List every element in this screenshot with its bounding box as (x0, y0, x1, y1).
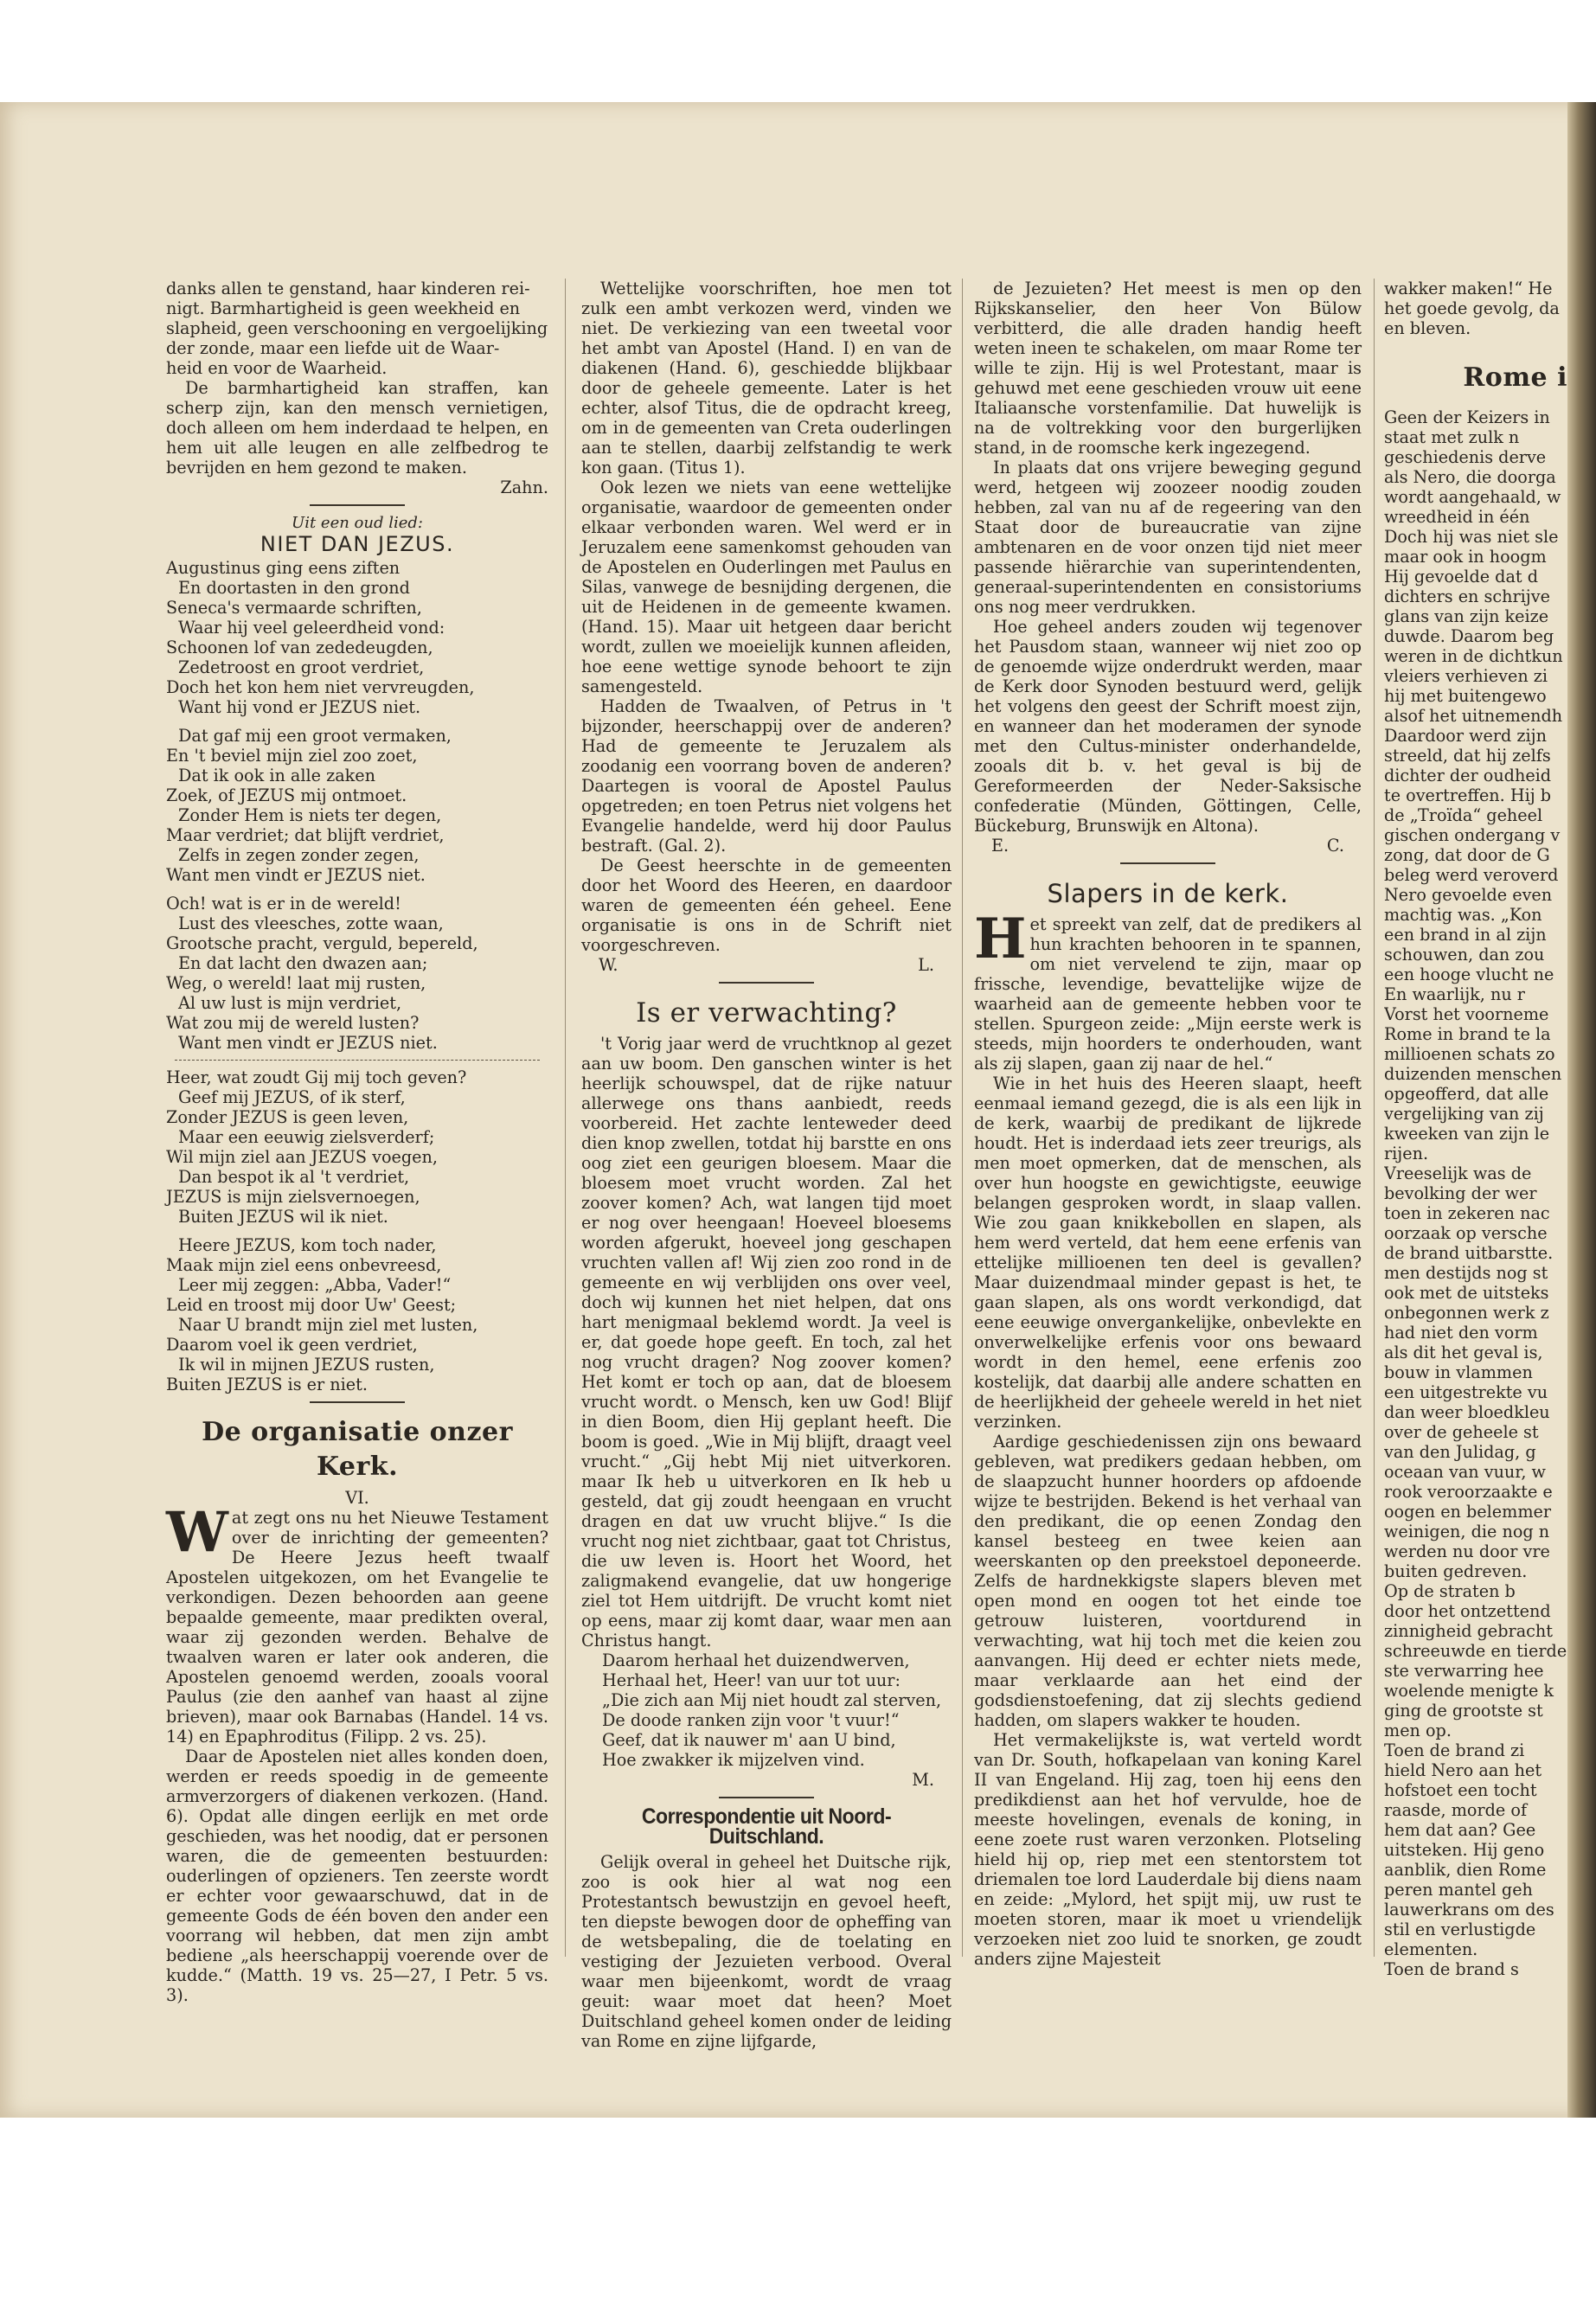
column-4 (1384, 279, 1567, 1979)
text-line: maar ook in hoogm (1384, 547, 1547, 567)
text-line: dichter der oudheid (1384, 766, 1552, 785)
text-line: weren in de dichtkun (1384, 646, 1563, 666)
text-line: machtig was. „Kon (1384, 905, 1542, 925)
text-line: wordt aangehaald, w (1384, 487, 1561, 507)
poem-line: Grootsche pracht, verguld, bepereld, (166, 933, 478, 953)
text-line: kweeken van zijn le (1384, 1124, 1550, 1144)
text-line: Daardoor werd zijn (1384, 726, 1547, 746)
text-line: millioenen schats zo (1384, 1044, 1555, 1064)
text-line: Toen de brand s (1384, 1959, 1519, 1979)
column-2 (581, 279, 952, 2051)
text-line: opgeofferd, dat alle (1384, 1084, 1549, 1104)
separator (719, 1797, 814, 1798)
article-signature (974, 836, 1362, 856)
article-title-correspondentie: Correspondentie uit Noord-Duitschland. (641, 1804, 892, 1849)
column-rule (565, 279, 566, 1957)
poem-line: Zelfs in zegen zonder zegen, (178, 845, 420, 865)
poem-line: Wat zou mij de wereld lusten? (166, 1013, 420, 1033)
poem-line: Zonder Hem is niets ter degen, (178, 805, 442, 825)
signature-right: C. (1326, 836, 1344, 856)
text-line: raasde, morde of (1384, 1800, 1528, 1820)
article-text: Wie in het huis des Heeren slaapt, heeft eenmaal iemand gezegd, die is als een lijk in de kerk, waarbij de predikant de lijkrede houdt. Het is inderdaad iets zeer treurigs, als men moet opmerken, dat de menschen, als over hun hoogste en gewichtigste, eeuwige belangen gesproken wordt, in slaap vallen. Wie zou gaan knikkebollen en slapen, als hem werd verteld, dat hem eene erfenis van ettelijke millioenen ten deel is gevallen? Maar duizendmaal minder gepast is het, te gaan slapen, als ons wordt verkondigd, dat eene eeuwige onvergankelijke, onbevlekte en onverwelkelijke erfenis voor ons bewaard wordt in den hemel, eene erfenis zoo kostelijk, dat daarbij alle andere schatten en de heerlijkheid der geheele wereld in het niet verzinken. (974, 1074, 1362, 1432)
text-line: geschiedenis derve (1384, 447, 1547, 467)
poem-line: Buiten JEZUS is er niet. (166, 1375, 368, 1394)
intro-text (166, 279, 548, 378)
text-line: wakker maken!“ He (1384, 279, 1553, 298)
text-line: alsof het uitnemendh (1384, 706, 1563, 726)
verse-line: „Die zich aan Mij niet houdt zal sterven, (602, 1690, 942, 1710)
separator (310, 504, 405, 506)
text-line: dichters en schrijve (1384, 586, 1550, 606)
text-line: hofstoet een tocht (1384, 1780, 1537, 1800)
text-line: had niet den vorm (1384, 1323, 1538, 1343)
text-line: Doch hij was niet sle (1384, 527, 1559, 547)
text-line: de „Troïda“ geheel (1384, 805, 1543, 825)
poem-continued (166, 1067, 548, 1394)
text-line: rijen. (1384, 1144, 1429, 1163)
intro-line: nigt. Barmhartigheid is geen weekheid en (166, 298, 521, 318)
column-1 (166, 279, 548, 2005)
poem-line: Geef mij JEZUS, of ik sterf, (178, 1087, 406, 1107)
poem-line: Want men vindt er JEZUS niet. (178, 1033, 438, 1053)
poem-line: Augustinus ging eens ziften (166, 558, 401, 578)
poem-line: Want men vindt er JEZUS niet. (166, 865, 426, 885)
poem-line: Al uw lust is mijn verdriet, (178, 993, 402, 1013)
text-line: beleg werd veroverd (1384, 865, 1559, 885)
article-text: et spreekt van zelf, dat de predikers al hun krachten behooren in te spannen, om niet vervelend te zijn, maar op frissche, levendige, bevattelijke wijze de waarheid aan de gemeente hebben voor te stellen. Spurgeon zeide: „Mijn eerste werk is steeds, mijn hoorders te onderhouden, want als zij slapen, gaan zij naar de hel.“ (974, 914, 1362, 1074)
text-line: de brand uitbarstte. (1384, 1243, 1554, 1263)
text-line: als Nero, die doorga (1384, 467, 1556, 487)
poem-line: Want hij vond er JEZUS niet. (178, 697, 421, 717)
poem-line: Zedetroost en groot verdriet, (178, 657, 425, 677)
text-line: bouw in vlammen (1384, 1362, 1533, 1382)
column-rule (962, 279, 963, 1957)
text-line: streeld, dat hij zelfs (1384, 746, 1551, 766)
article-text: Hoe geheel anders zouden wij tegenover het Pausdom staan, wanneer wij niet zoo op de genoemde wijze onderdrukt werden, maar de Kerk door Synoden bestuurd werd, gelijk het volgens den geest der Schrift moest zijn, en wanneer dan het moderamen der synode met den Cultus-minister onderhandelde, zooals dit b. v. het geval is bij de Gereformeerden der Neder-Saksische confederatie (Münden, Göttingen, Celle, Bückeburg, Brunswijk en Altona). (974, 617, 1362, 836)
text-line: weinigen, die nog n (1384, 1522, 1550, 1541)
text-line: peren mantel geh (1384, 1880, 1533, 1900)
poem-line: Maar verdriet; dat blijft verdriet, (166, 825, 445, 845)
signature-left: E. (991, 836, 1010, 856)
article-text: 't Vorig jaar werd de vruchtknop al gezet aan uw boom. Den ganschen winter is het heerlijk schouwspel, dat de rijke natuur allerwege ons thans aanbiedt, reeds voorbereid. Het zachte lenteweder deed dien knop zwellen, totdat hij barstte en ons oog ziet een geurigen bloesem. Maar die bloesem moet vrucht worden. Zal het zoover komen? Ach, wat langen tijd moet er nog over heengaan! Hoeveel bloesems worden afgerukt, hoeveel jong geschapen vruchten vallen af! Wij zien zoo rond in de gemeente en wij verblijden ons over veel, doch wij kunnen het niet helpen, dat ons hart menigmaal beklemd wordt. Ja veel is er, dat goede hope geeft. En toch, zal het nog vrucht dragen? Nog zoover komen? Het komt er toch op aan, dat de bloesem vrucht wordt. o Mensch, ken uw God! Blijf in dien Boom, dien Hij geplant heeft. Die boom is goed. „Wie in Mij blijft, draagt veel vrucht.“ „Gij hebt Mij niet uitverkoren. maar Ik heb u uitverkoren en Ik heb u gesteld, dat gij zoudt heengaan en vrucht dragen en dat uw vrucht blijve.“ Is die vrucht nog niet zichtbaar, gaat tot Christus, die uw leven is. Hoort het Woord, het zaligmakend evangelie, dat uw hongerige ziel tot Hem uitdrijft. De vrucht komt niet op eens, maar zij komt daar, waar men aan Christus hangt. (581, 1034, 952, 1650)
text-line: wreedheid in één (1384, 507, 1530, 527)
text-line: werden nu door vre (1384, 1541, 1550, 1561)
text-line: ging de grootste st (1384, 1701, 1543, 1721)
article-text: Het vermakelijkste is, wat verteld wordt van Dr. South, hofkapelaan van koning Karel II van Engeland. Hij zag, toen hij eens den predikdienst aan het hof vervulde, hoe de meeste hovelingen, evenals de koning, in eene zoete rust waren verzonken. Plotseling hield hij op, riep met een stentorstem tot driemalen toe lord Lauderdale bij diens naam en zeide: „Mylord, het spijt mij, uw rust te moeten storen, maar ik moet u vriendelijk verzoeken niet zoo luid te snorken, ge zoudt anders zijne Majesteit (974, 1730, 1362, 1969)
text-line: vergelijking van zij (1384, 1104, 1544, 1124)
article-text: Wettelijke voorschriften, hoe men tot zulk een ambt verkozen werd, vinden we niet. De verkiezing van een tweetal voor het ambt van Apostel (Hand. I) en van de diakenen (Hand. 6), geschiedde blijkbaar door de geheele gemeente. Later is het echter, alsof Titus, die de opdracht kreeg, om in de gemeenten van Creta ouderlingen aan te stellen, daarbij zelfstandig te werk kon gaan. (Titus 1). (581, 279, 952, 478)
text-line: gischen ondergang v (1384, 825, 1561, 845)
text-line: elementen. (1384, 1939, 1478, 1959)
intro-line: der zonde, maar een liefde uit de Waar- (166, 338, 500, 358)
poem-line: Naar U brandt mijn ziel met lusten, (178, 1315, 478, 1335)
poem-line: Leid en troost mij door Uw' Geest; (166, 1295, 457, 1315)
column-rule (1374, 279, 1375, 1957)
binding-edge (1567, 102, 1596, 2118)
column-3 (974, 279, 1362, 1969)
poem-line (166, 717, 548, 726)
verse-signature: M. (912, 1770, 934, 1790)
verse-line: Herhaal het, Heer! van uur tot uur: (602, 1670, 901, 1690)
text-line: als dit het geval is, (1384, 1343, 1543, 1362)
verse (581, 1650, 952, 1770)
text-line: hield Nero aan het (1384, 1760, 1542, 1780)
text-line: schreeuwde en tierde (1384, 1641, 1567, 1661)
text-line: Nero gevoelde even (1384, 885, 1553, 905)
article-title-verwachting: Is er verwachting? (636, 997, 897, 1029)
article-text: de Jezuieten? Het meest is men op den Rijkskanselier, den heer Von Bülow verbitterd, die alle draden handig heeft weten ineen te schakelen, om maar Rome ter wille te zijn. Hij is wel Protestant, maar is gehuwd met eene geschieden vrouw uit eene Italiaansche vorstenfamilie. Dat huwelijk is na de voltrekking voor den burgerlijken stand, in de roomsche kerk ingezegend. (974, 279, 1362, 458)
poem-line: Dat gaf mij een groot vermaken, (178, 726, 452, 746)
verse-line: Daarom herhaal het duizendwerven, (602, 1650, 910, 1670)
separator (719, 982, 814, 984)
article-text (1384, 407, 1567, 1979)
text-line: zong, dat door de G (1384, 845, 1550, 865)
poem-line: En doortasten in den grond (178, 578, 410, 598)
poem-line: Heer, wat zoudt Gij mij toch geven? (166, 1067, 467, 1087)
intro-signature: Zahn. (500, 478, 548, 497)
text-line: Hij gevoelde dat d (1384, 567, 1538, 586)
poem-line: Maak mijn ziel eens onbevreesd, (166, 1255, 442, 1275)
text-line: duwde. Daarom beg (1384, 626, 1554, 646)
poem-title: NIET DAN JEZUS. (260, 532, 455, 556)
separator (1120, 862, 1215, 864)
intro-line: danks allen te genstand, haar kinderen rei- (166, 279, 530, 298)
drop-cap: W (166, 1500, 228, 1565)
text-line: een uitgestrekte vu (1384, 1382, 1548, 1402)
article-text: In plaats dat ons vrijere beweging gegund werd, hetgeen wij zoozeer noodig zouden hebben, zal van nu af de regeering van den Staat door de bureaucratie van zijne ambtenaren en de voor onzen tijd niet meer passende hiërarchie van superintendenten, generaal-superintendenten en consistoriums ons nog meer verdrukken. (974, 458, 1362, 617)
text-line: zinnigheid gebracht (1384, 1621, 1553, 1641)
article-text (1384, 279, 1567, 338)
text-line: ook met de uitsteks (1384, 1283, 1549, 1303)
top-margin (0, 0, 1596, 102)
text-line: lauwerkrans om des (1384, 1900, 1554, 1920)
text-line: vleiers verhieven zi (1384, 666, 1548, 686)
poem-line: En dat lacht den dwazen aan; (178, 953, 428, 973)
text-line: duizenden menschen (1384, 1064, 1562, 1084)
poem-line: Heere JEZUS, kom toch nader, (178, 1235, 437, 1255)
poem-line: JEZUS is mijn zielsvernoegen, (166, 1187, 420, 1207)
text-line: een brand in al zijn (1384, 925, 1547, 945)
text-line: van den Julidag, g (1384, 1442, 1536, 1462)
text-line: door het ontzettend (1384, 1601, 1551, 1621)
poem-line: Zonder JEZUS is geen leven, (166, 1107, 409, 1127)
text-line: oogen en belemmer (1384, 1502, 1552, 1522)
drop-cap: H (974, 907, 1027, 971)
text-line: glans van zijn keize (1384, 606, 1549, 626)
article-signature (581, 955, 952, 975)
text-line: hij met buitengewo (1384, 686, 1547, 706)
poem-line: Dan bespot ik al 't verdriet, (178, 1167, 410, 1187)
text-line: toen in zekeren nac (1384, 1203, 1550, 1223)
poem-line: Waar hij veel geleerdheid vond: (178, 618, 445, 638)
text-line: bevolking der wer (1384, 1183, 1537, 1203)
poem-line: Seneca's vermaarde schriften, (166, 598, 422, 618)
text-line: Vreeselijk was de (1384, 1163, 1532, 1183)
verse-line: Hoe zwakker ik mijzelven vind. (602, 1750, 865, 1770)
text-line: te overtreffen. Hij b (1384, 785, 1552, 805)
article-title-slapers: Slapers in de kerk. (1047, 879, 1289, 908)
poem-line: Wil mijn ziel aan JEZUS voegen, (166, 1147, 438, 1167)
poem-subtitle: Uit een oud lied: (292, 514, 423, 532)
article-title-rome: Rome i (1463, 362, 1567, 393)
text-line: oorzaak op versche (1384, 1223, 1548, 1243)
intro-line: slapheid, geen verschooning en vergoelijking (166, 318, 548, 338)
text-line: oceaan van vuur, w (1384, 1462, 1546, 1482)
poem-line: Lust des vleesches, zotte waan, (178, 913, 444, 933)
text-line: Geen der Keizers in (1384, 407, 1550, 427)
poem-line: Maar een eeuwig zielsverderf; (178, 1127, 435, 1147)
text-line: het goede gevolg, da (1384, 298, 1560, 318)
signature-right: L. (918, 955, 934, 975)
text-line: Vorst het voorneme (1384, 1004, 1549, 1024)
poem-line (166, 1227, 548, 1235)
poem-line: Buiten JEZUS wil ik niet. (178, 1207, 388, 1227)
text-line: Rome in brand te la (1384, 1024, 1551, 1044)
article-text: Ook lezen we niets van eene wettelijke organisatie, waardoor de gemeenten onder elkaar verbonden waren. Wel werd er in Jeruzalem eene samenkomst gehouden van de Apostelen en Ouderlingen met Paulus en Silas, vanwege de besnijding dergenen, die uit de Heidenen in de gemeente kwamen. (Hand. 15). Maar uit hetgeen daar bericht wordt, zullen we moeielijk kunnen afleiden, hoe eene wettige synode behoort te zijn samengesteld. (581, 478, 952, 696)
article-text: Gelijk overal in geheel het Duitsche rijk, zoo is ook hier al wat nog een Protestantsch bewustzijn en gevoel heeft, ten diepste bewogen door de opheffing van de wetsbepaling, die de toelating en vestiging der Jezuieten verbood. Overal waar men bijeenkomt, wordt de vraag geuit: waar moet dat heen? Moet Duitschland geheel komen onder de leiding van Rome en zijne lijfgarde, (581, 1852, 952, 2051)
poem-line: Weg, o wereld! laat mij rusten, (166, 973, 426, 993)
poem-line: Leer mij zeggen: „Abba, Vader!“ (178, 1275, 452, 1295)
text-line: buiten gedreven. (1384, 1561, 1528, 1581)
verse-line: De doode ranken zijn voor 't vuur!“ (602, 1710, 900, 1730)
text-line: onbegonnen werk z (1384, 1303, 1549, 1323)
text-line: rook veroorzaakte e (1384, 1482, 1553, 1502)
poem-line: Ik wil in mijnen JEZUS rusten, (178, 1355, 435, 1375)
poem-line: Doch het kon hem niet vervreugden, (166, 677, 475, 697)
text-line: men op. (1384, 1721, 1452, 1740)
signature-left: W. (599, 955, 619, 975)
dashed-separator (175, 1060, 540, 1061)
text-line: Op de straten b (1384, 1581, 1516, 1601)
text-line: uitsteken. Hij geno (1384, 1840, 1545, 1860)
text-line: hem dat aan? Gee (1384, 1820, 1536, 1840)
article-text: Daar de Apostelen niet alles konden doen, werden er reeds spoedig in de gemeente armverzorgers of diakenen verkozen. (Hand. 6). Opdat alle dingen eerlijk en met orde geschieden, was het noodig, dat er personen waren, die de gemeenten bestuurden: ouderlingen of opzieners. Ten zeerste wordt er echter voor gewaarschuwd, dat in de gemeente Gods de één boven den ander een voorrang wil hebben, dat men zijn ambt bediene „als heerschappij voerende over de kudde.“ (Matth. 19 vs. 25—27, I Petr. 5 vs. 3). (166, 1747, 548, 2005)
text-line: over de geheele st (1384, 1422, 1539, 1442)
text-line: woelende menigte k (1384, 1681, 1554, 1701)
text-line: en bleven. (1384, 318, 1471, 338)
text-line: Toen de brand zi (1384, 1740, 1525, 1760)
poem-line: En 't beviel mijn ziel zoo zoet, (166, 746, 418, 766)
intro-paragraph: De barmhartigheid kan straffen, kan scherp zijn, kan den mensch vernietigen, doch alleen om hem inderdaad te helpen, en hem uit alle leugen en alle zelfbedrog te bevrijden en hem gezond te maken. (166, 378, 548, 478)
poem-line: Zoek, of JEZUS mij ontmoet. (166, 785, 407, 805)
text-line: schouwen, dan zou (1384, 945, 1545, 965)
bottom-margin (0, 2118, 1596, 2301)
poem-line: Och! wat is er in de wereld! (166, 894, 401, 913)
article-text: Hadden de Twaalven, of Petrus in 't bijzonder, heerschappij over de anderen? Had de gemeente te Jeruzalem als zoodanig een voorrang boven de anderen? Daartegen is vooral de Apostel Paulus opgetreden; en toen Petrus niet volgens het Evangelie handelde, werd hij door Paulus bestraft. (Gal. 2). (581, 696, 952, 856)
article-text: at zegt ons nu het Nieuwe Testament over de inrichting der gemeenten? De Heere Jezus heeft twaalf Apostelen uitgekozen, om het Evangelie te verkondigen. Dezen behoorden aan geene bepaalde gemeente, maar predikten overal, waar zij gezonden werden. Behalve de twaalven waren er later ook anderen, die Apostelen genoemd werden, zooals vooral Paulus (zie den aanhef van haast al zijne brieven), maar ook Barnabas (Handel. 14 vs. 14) en Epaphroditus (Filipp. 2 vs. 25). (166, 1508, 548, 1747)
article-text: De Geest heerschte in de gemeenten door het Woord des Heeren, en daardoor waren de gemeenten één geheel. Eene organisatie is ons in de Schrift niet voorgeschreven. (581, 856, 952, 955)
article-title-organisatie: De organisatie onzer Kerk. (202, 1417, 513, 1482)
poem-line (166, 885, 548, 894)
text-line: stil en verlustigde (1384, 1920, 1536, 1939)
poem (166, 558, 548, 1053)
article-text: Aardige geschiedenissen zijn ons bewaard gebleven, wat predikers gedaan hebben, om de slaapzucht hunner hoorders op afdoende wijze te bestrijden. Bekend is het verhaal van den predikant, die op eenen Zondag den kansel besteeg en twee keien aan weerskanten op den preekstoel deponeerde. Zelfs de hardnekkigste slapers bleven met open mond en oogen tot het einde toe getrouw luisteren, voortdurend in verwachting, wat hij toch met die keien zou aanvangen. Hij deed er echter niets mede, maar verklaarde aan het eind der godsdienstoefening, dat zij slechts gediend hadden, om slapers wakker te houden. (974, 1432, 1362, 1730)
poem-line: Dat ik ook in alle zaken (178, 766, 375, 785)
poem-line: Schoonen lof van zededeugden, (166, 638, 433, 657)
text-line: dan weer bloedkleu (1384, 1402, 1550, 1422)
text-line: ste verwarring hee (1384, 1661, 1544, 1681)
verse-line: Geef, dat ik nauwer m' aan U bind, (602, 1730, 896, 1750)
separator (310, 1401, 405, 1403)
text-line: En waarlijk, nu r (1384, 984, 1525, 1004)
intro-line: heid en voor de Waarheid. (166, 358, 388, 378)
text-line: aanblik, dien Rome (1384, 1860, 1547, 1880)
text-line: staat met zulk n (1384, 427, 1520, 447)
poem-line: Daarom voel ik geen verdriet, (166, 1335, 418, 1355)
text-line: een hooge vlucht ne (1384, 965, 1554, 984)
text-line: men destijds nog st (1384, 1263, 1548, 1283)
article-number: VI. (345, 1488, 369, 1508)
